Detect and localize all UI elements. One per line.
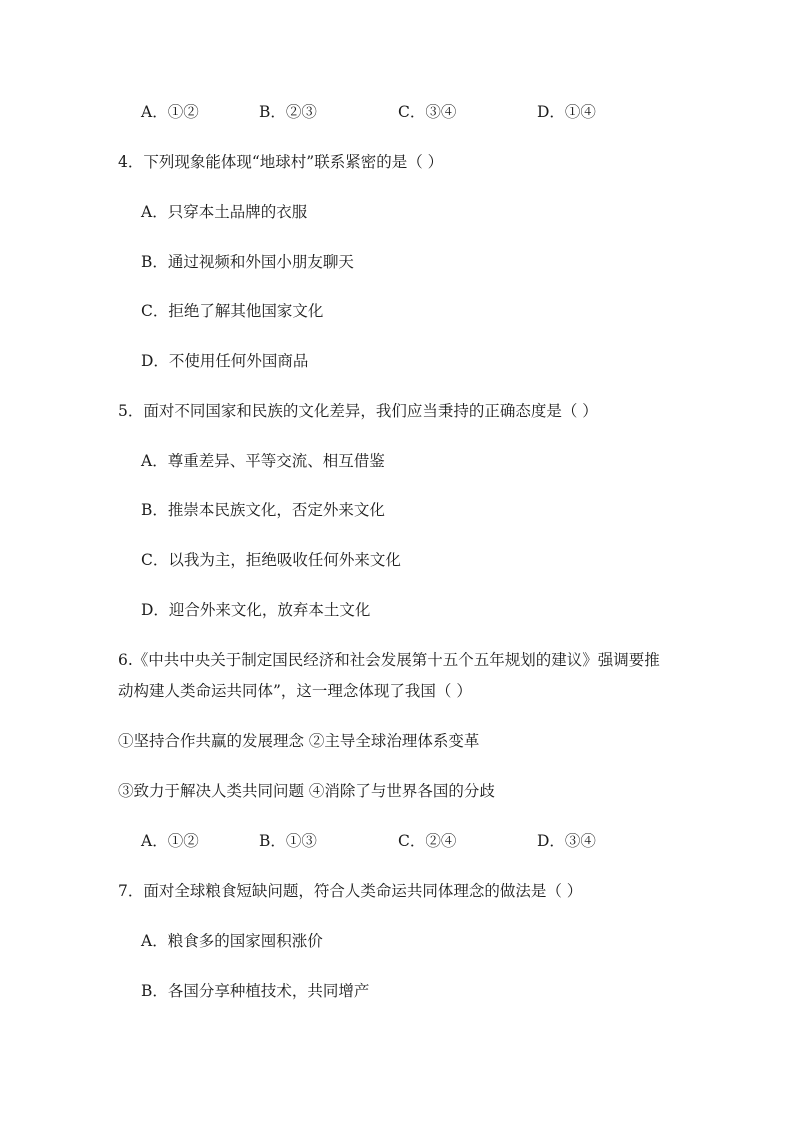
- q4-option-a[interactable]: A．只穿本土品牌的衣服: [141, 203, 308, 221]
- q7-option-b[interactable]: B．各国分享种植技术，共同增产: [141, 982, 370, 1000]
- q6-options-row: [0, 830, 794, 852]
- q3-option-b[interactable]: B．②③: [259, 103, 317, 121]
- q6-option-b[interactable]: B．①③: [259, 832, 317, 850]
- q3-options-row: [0, 101, 794, 123]
- q3-option-c[interactable]: C．③④: [398, 103, 457, 121]
- q6-statements-line-2: ③致力于解决人类共同问题 ④消除了与世界各国的分歧: [118, 782, 495, 800]
- q5-stem: 5．面对不同国家和民族的文化差异，我们应当秉持的正确态度是（ ）: [118, 402, 598, 420]
- q4-option-c[interactable]: C．拒绝了解其他国家文化: [141, 302, 324, 320]
- q5-option-c[interactable]: C．以我为主，拒绝吸收任何外来文化: [141, 551, 401, 569]
- q7-option-a[interactable]: A．粮食多的国家囤积涨价: [141, 932, 323, 950]
- q6-option-a[interactable]: A．①②: [141, 832, 199, 850]
- q3-option-a[interactable]: A．①②: [141, 103, 199, 121]
- q7-stem: 7．面对全球粮食短缺问题，符合人类命运共同体理念的做法是（ ）: [118, 882, 583, 900]
- q6-stem-line-2: 动构建人类命运共同体”，这一理念体现了我国（ ）: [118, 682, 472, 700]
- q4-option-d[interactable]: D．不使用任何外国商品: [141, 352, 309, 370]
- q4-option-b[interactable]: B．通过视频和外国小朋友聊天: [141, 253, 354, 271]
- q6-option-c[interactable]: C．②④: [398, 832, 457, 850]
- q6-option-d[interactable]: D．③④: [537, 832, 596, 850]
- q5-option-a[interactable]: A．尊重差异、平等交流、相互借鉴: [141, 452, 385, 470]
- q5-option-d[interactable]: D．迎合外来文化，放弃本土文化: [141, 601, 371, 619]
- q6-statements-line-1: ①坚持合作共赢的发展理念 ②主导全球治理体系变革: [118, 732, 480, 750]
- q6-stem-line-1: 6.《中共中央关于制定国民经济和社会发展第十五个五年规划的建议》强调要推: [118, 651, 660, 669]
- q4-stem: 4．下列现象能体现“地球村”联系紧密的是（ ）: [118, 153, 444, 171]
- q3-option-d[interactable]: D．①④: [537, 103, 596, 121]
- q5-option-b[interactable]: B．推崇本民族文化，否定外来文化: [141, 501, 385, 519]
